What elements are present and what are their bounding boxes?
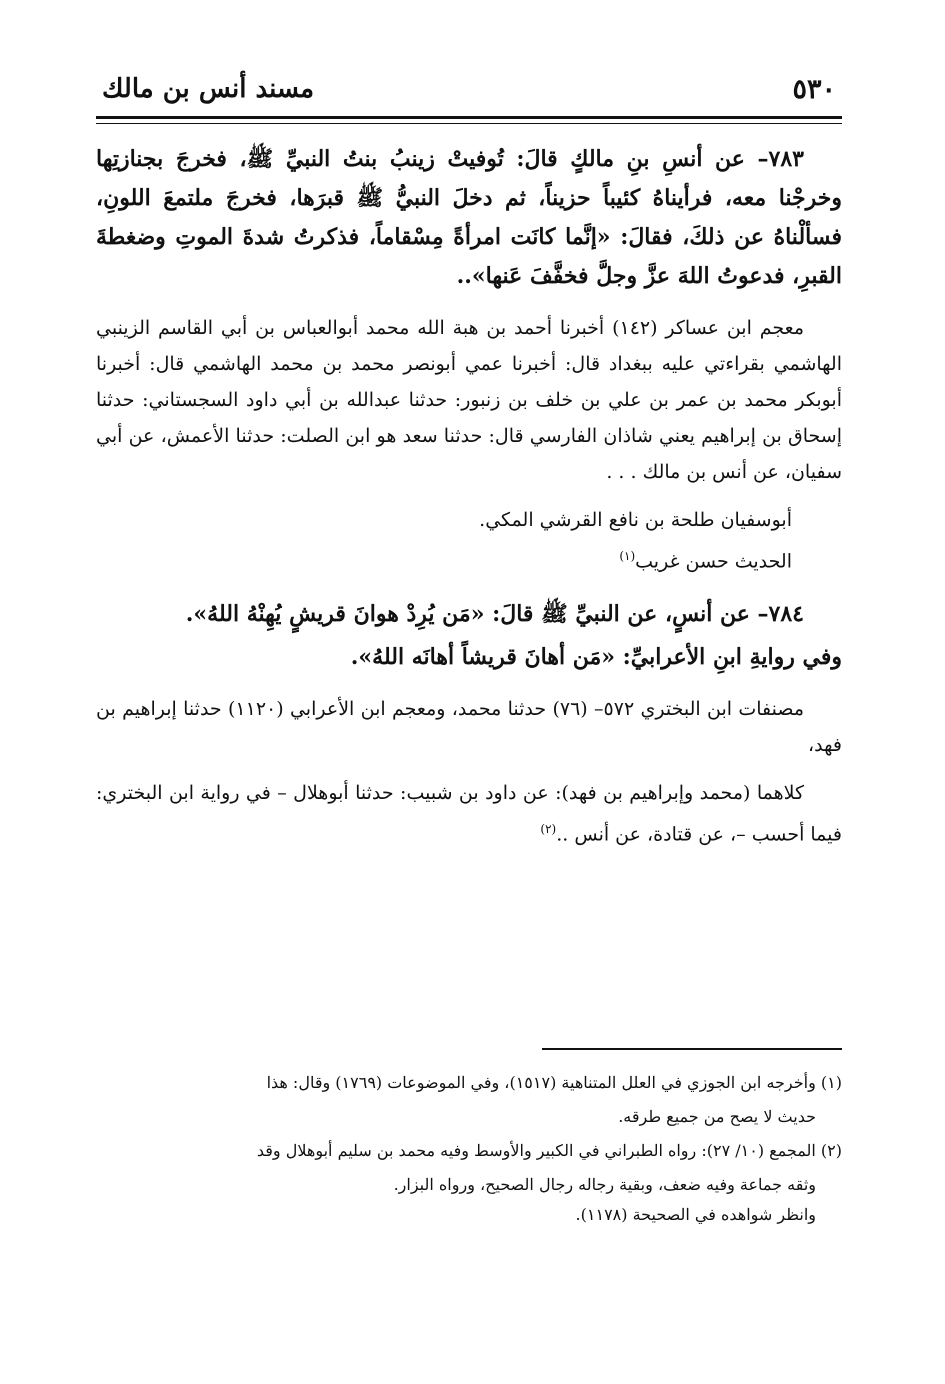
header-rule-thin — [96, 123, 842, 124]
source-783: معجم ابن عساكر (١٤٢) أخبرنا أحمد بن هبة الله محمد أبوالعباس بن أبي القاسم الزينبي الهاشمي بقراءتي عليه ببغداد قال: أخبرنا عمي أبونصر محمد بن محمد الهاشمي قال: أخبرنا أبوبكر محمد بن عمر بن علي بن خلف بن زنبور: حدثنا عبدالله بن أبي داود السجستاني: حدثنا إسحاق بن إبراهيم يعني شاذان الفارسي قال: حدثنا سعد هو ابن الصلت: حدثنا الأعمش، عن أبي سفيان، عن أنس بن مالك . . . — [96, 317, 842, 483]
footnote-1-line-2: حديث لا يصح من جميع طرقه. — [618, 1107, 816, 1126]
main-text — [96, 140, 842, 865]
running-title: مسند أنس بن مالك — [102, 74, 315, 104]
spacer — [96, 579, 842, 595]
hadith-783: ٧٨٣– عن أنسِ بنِ مالكٍ قالَ: تُوفيتْ زينبُ بنتُ النبيِّ ﷺ، فخرجَ بجنازتِها وخرجْنا معه، فرأيناهُ كئيباً حزيناً، ثم دخلَ النبيُّ ﷺ قبرَها، فخرجَ ملتمعَ اللونِ، فسألْناهُ عن ذلكَ، فقالَ: «إنَّما كانَت امرأةً مِسْقاماً، فذكرتُ شدةَ الموتِ وضغطةَ القبرِ، فدعوتُ اللهَ عزَّ وجلَّ فخفَّفَ عَنها».. — [96, 146, 842, 289]
footnote-ref-2[interactable]: (٢) — [540, 822, 557, 837]
page-number: ٥٣٠ — [792, 74, 836, 105]
footnote-2-line-1: (٢) المجمع (١٠/ ٢٧): رواه الطبراني في الكبير والأوسط وفيه محمد بن سليم أبوهلال وقد — [256, 1141, 842, 1160]
source-784-chain-text: كلاهما (محمد وإبراهيم بن فهد): عن داود بن شبيب: حدثنا أبوهلال – في رواية ابن البختري: فيما أحسب –، عن قتادة، عن أنس .. — [96, 782, 842, 846]
grading-text: الحديث حسن غريب — [635, 550, 792, 573]
grading-note — [96, 538, 842, 579]
header-rule-thick — [96, 116, 842, 119]
source-784: مصنفات ابن البختري ٥٧٢– (٧٦) حدثنا محمد، ومعجم ابن الأعرابي (١١٢٠) حدثنا إبراهيم بن فهد، — [96, 698, 842, 757]
narrator-note: أبوسفيان طلحة بن نافع القرشي المكي. — [479, 509, 792, 531]
footnote-ref-1[interactable]: (١) — [619, 549, 636, 563]
page-header — [96, 72, 842, 112]
source-784-chain — [96, 775, 842, 852]
footnote-1-line-1: (١) وأخرجه ابن الجوزي في العلل المتناهية (١٥١٧)، وفي الموضوعات (١٧٦٩) وقال: هذا — [266, 1073, 842, 1092]
footnotes — [96, 1068, 842, 1230]
footnotes-separator — [542, 1048, 842, 1050]
footnote-2-line-2: وثقه جماعة وفيه ضعف، وبقية رجاله رجال الصحيح، ورواه البزار. — [393, 1175, 816, 1194]
hadith-784: ٧٨٤– عن أنسٍ، عن النبيِّ ﷺ قالَ: «مَن يُرِدْ هوانَ قريشٍ يُهِنْهُ اللهُ». — [185, 601, 804, 628]
book-page — [96, 60, 842, 1360]
hadith-784-variant: وفي روايةِ ابنِ الأعرابيِّ: «مَن أهانَ قريشاً أهانَه اللهُ». — [350, 644, 842, 671]
footnote-2-line-3: وانظر شواهده في الصحيحة (١١٧٨). — [575, 1205, 816, 1224]
